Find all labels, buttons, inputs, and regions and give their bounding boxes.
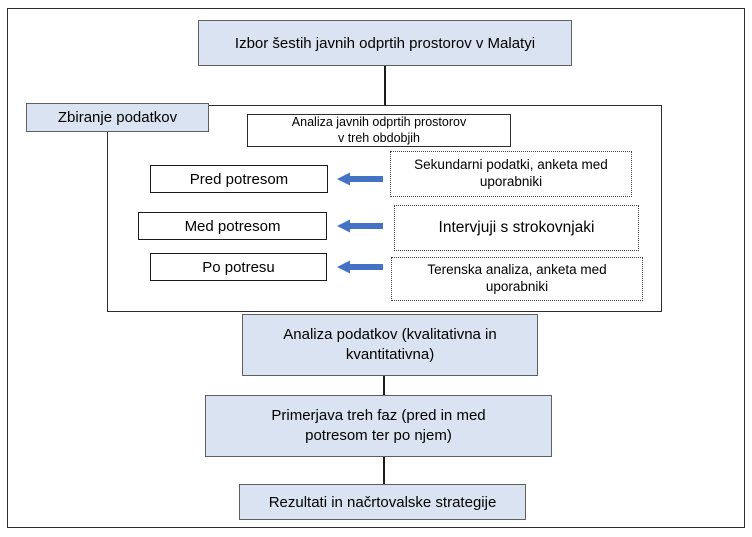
phase-box-pred-potresom: Pred potresom xyxy=(150,165,328,193)
connector-comparison-result xyxy=(383,457,385,484)
container-title-line1: Analiza javnih odprtih prostorov xyxy=(291,115,467,130)
result-step-box: Rezultati in načrtovalske strategije xyxy=(239,484,526,520)
phase-box-po-potresu: Po potresu xyxy=(150,253,327,281)
data-collection-label-box: Zbiranje podatkov xyxy=(26,103,209,132)
container-title-text xyxy=(292,115,466,146)
arrow-left-icon xyxy=(337,219,383,233)
connector-top xyxy=(384,66,386,105)
analysis-step-box: Analiza podatkov (kvalitativna in kvantitativna) xyxy=(242,314,538,376)
arrow-left-icon xyxy=(337,172,383,186)
source-box-terenska: Terenska analiza, anketa med uporabniki xyxy=(391,257,643,301)
comparison-step-box: Primerjava treh faz (pred in med potresom ter po njem) xyxy=(205,395,552,457)
container-title-box xyxy=(247,114,511,147)
container-title-line2: v treh obdobjih xyxy=(337,130,420,145)
connector-analysis-comparison xyxy=(383,376,385,395)
source-box-intervjuji: Intervjuji s strokovnjaki xyxy=(394,205,639,251)
source-box-sekundarni: Sekundarni podatki, anketa med uporabniki xyxy=(390,151,632,197)
top-step-box: Izbor šestih javnih odprtih prostorov v Malatyi xyxy=(198,20,572,66)
phase-box-med-potresom: Med potresom xyxy=(138,212,327,240)
arrow-left-icon xyxy=(337,260,383,274)
